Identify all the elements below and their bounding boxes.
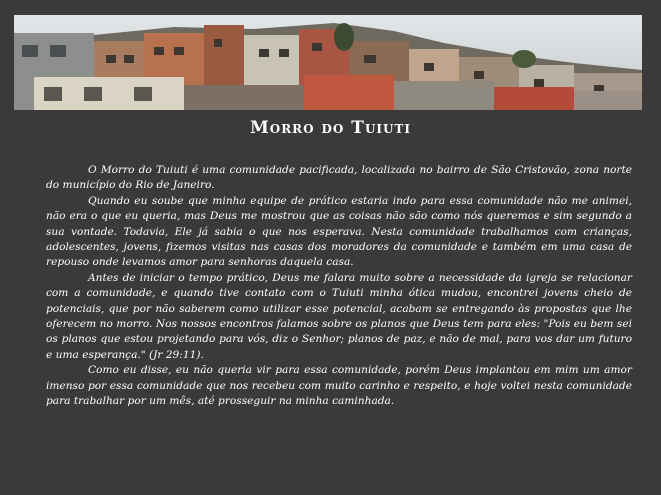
- paragraph-4: Como eu disse, eu não queria vir para essa comunidade, porém Deus implantou em mim um amor imenso por essa comunidade que nos recebeu com muito carinho e respeito, e hoje voltei nesta comunidade para trabalhar por um mês, até prosseguir na minha caminhada.: [46, 364, 632, 408]
- favela-hillside-image: [14, 15, 642, 110]
- page-title: Morro do Tuiuti: [249, 118, 412, 138]
- paragraph-2: Quando eu soube que minha equipe de prático estaria indo para essa comunidade não me animei, não era o que eu queria, mas Deus me mostrou que as coisas não são como nós queremos e sim segundo a sua vontade. Todavia, Ele já sabia o que nos esperava. Nesta comunidade trabalhamos com crianças, adolescentes, jovens, fizemos visitas nas casas dos moradores da comunidade e também em uma casa de repouso onde levamos amor para senhoras daquela casa.: [46, 194, 632, 269]
- article-body: [46, 163, 632, 410]
- paragraph-1: O Morro do Tuiuti é uma comunidade pacificada, localizada no bairro de São Cristovão, zona norte do município do Rio de Janeiro.: [46, 164, 632, 192]
- paragraph-3: Antes de iniciar o tempo prático, Deus me falara muito sobre a necessidade da igreja se relacionar com a comunidade, e quando tive contato com o Tuiuti minha ótica mudou, encontrei jovens cheio de potenciais, que por não saberem como utilizar esse potencial, acabam se entregando às propostas que lhe oferecem no morro. Nos nossos encontros falamos sobre os planos que Deus tem para eles: "Pois eu bem sei os planos que estou projetando para vós, diz o Senhor; planos de paz, e não de mal, para vos dar um futuro e uma esperança." (Jr 29:11).: [46, 271, 632, 361]
- banner-photo: [14, 15, 642, 110]
